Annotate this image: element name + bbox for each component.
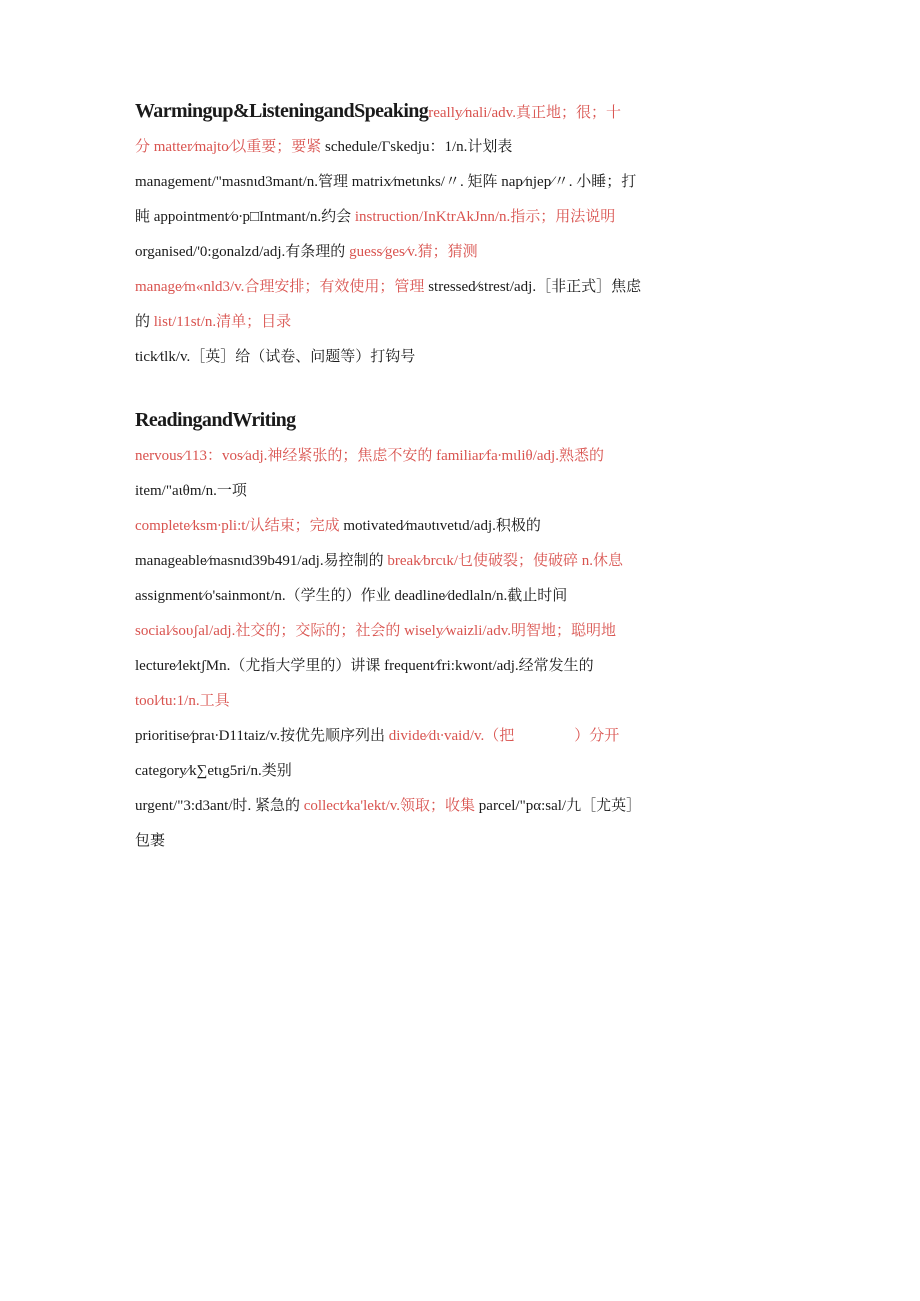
vocab-entry: stressed⁄strest/adj.［非正式］焦虑 xyxy=(428,279,642,295)
vocab-entry: prioritise⁄praι∙D11taiz/v.按优先顺序列出 xyxy=(135,728,389,744)
vocab-line xyxy=(135,307,695,342)
vocab-line xyxy=(135,511,695,546)
vocab-line xyxy=(135,441,695,476)
vocab-line xyxy=(135,237,695,272)
vocab-entry: social⁄soυʃal/adj.社交的；交际的；社会的 wisely⁄waizli/adv.明智地；聪明地 xyxy=(135,623,616,639)
vocab-entry: guess⁄ges⁄v.猜；猜测 xyxy=(349,244,478,260)
vocab-entry: urgent/"3:d3ant/时. 紧急的 xyxy=(135,798,304,814)
vocab-entry: break⁄brcιk/乜使破裂；使破碎 n.休息 xyxy=(387,553,624,569)
section-2-heading-line xyxy=(135,405,695,441)
vocab-entry: tick⁄tlk/v.［英］给（试卷、问题等）打钩号 xyxy=(135,349,416,365)
vocab-line xyxy=(135,791,695,826)
vocab-entry: complete⁄ksm∙pli:t/认结束；完成 xyxy=(135,518,344,534)
vocab-line xyxy=(135,132,695,167)
section-1-heading-line xyxy=(135,96,695,132)
vocab-entry: 的 xyxy=(135,314,154,330)
vocab-entry: item/"aιθm/n.一项 xyxy=(135,483,247,499)
vocab-line xyxy=(135,272,695,307)
vocab-line xyxy=(135,202,695,237)
vocab-entry: 包裹 xyxy=(135,833,166,849)
vocab-entry: category⁄k∑etιg5ri/n.类别 xyxy=(135,763,292,779)
vocab-entry: tool⁄tu:1/n.工具 xyxy=(135,693,230,709)
vocab-line xyxy=(135,686,695,721)
vocab-entry: management/"masnιd3mant/n.管理 matrix⁄metιnks/〃. 矩阵 nap⁄njep⁄〃. 小睡；打 xyxy=(135,174,637,190)
vocab-entry: list/11st/n.清单；目录 xyxy=(153,314,292,330)
vocab-line xyxy=(135,167,695,202)
vocab-line xyxy=(135,476,695,511)
vocab-entry: 盹 appointment⁄o∙p□Intmant/n.约会 xyxy=(135,209,355,225)
vocab-line xyxy=(135,581,695,616)
vocab-line xyxy=(135,342,695,377)
vocab-entry: manageable⁄masnιd39b491/adj.易控制的 xyxy=(135,553,388,569)
vocab-entry: collect⁄ka'lekt/v.领取；收集 xyxy=(303,798,479,814)
vocab-entry: nervous⁄113：vos⁄adj.神经紧张的；焦虑不安的 familiar⁄fa∙mιliθ/adj.熟悉的 xyxy=(135,448,604,464)
document-body xyxy=(135,96,695,861)
vocab-entry: really⁄nali/adv.真正地；很；十 xyxy=(428,105,621,121)
vocab-entry: organised/'0:gonalzd/adj.有条理的 xyxy=(135,244,350,260)
vocab-line xyxy=(135,721,695,756)
vocab-entry: parcel/"pα:sal/九［尤英］ xyxy=(478,798,642,814)
vocab-entry: instruction/InKtrAkJnn/n.指示；用法说明 xyxy=(354,209,616,225)
vocab-entry: lecture⁄lektʃMn.（尤指大学里的）讲课 frequent⁄fri:kwont/adj.经常发生的 xyxy=(135,658,594,674)
vocab-line xyxy=(135,616,695,651)
vocab-line xyxy=(135,756,695,791)
section-title: Warmingup&ListeningandSpeaking xyxy=(135,100,429,122)
vocab-line xyxy=(135,546,695,581)
vocab-line xyxy=(135,651,695,686)
section-title: ReadingandWriting xyxy=(135,409,296,431)
vocab-line xyxy=(135,826,695,861)
vocab-entry: manage⁄m«nld3/v.合理安排；有效使用；管理 xyxy=(135,279,429,295)
vocab-entry: assignment⁄o'sainmont/n.（学生的）作业 deadline⁄dedlaln/n.截止时间 xyxy=(135,588,568,604)
vocab-entry: 分 matter⁄majto⁄以重要；要紧 xyxy=(135,139,325,155)
vocab-entry: divide⁄dι∙vaid/v.（把 ）分开 xyxy=(388,728,620,744)
vocab-entry: motivated⁄maυtιvetιd/adj.积极的 xyxy=(343,518,541,534)
vocab-entry: schedule/Γskedju：1/n.计划表 xyxy=(324,139,513,155)
